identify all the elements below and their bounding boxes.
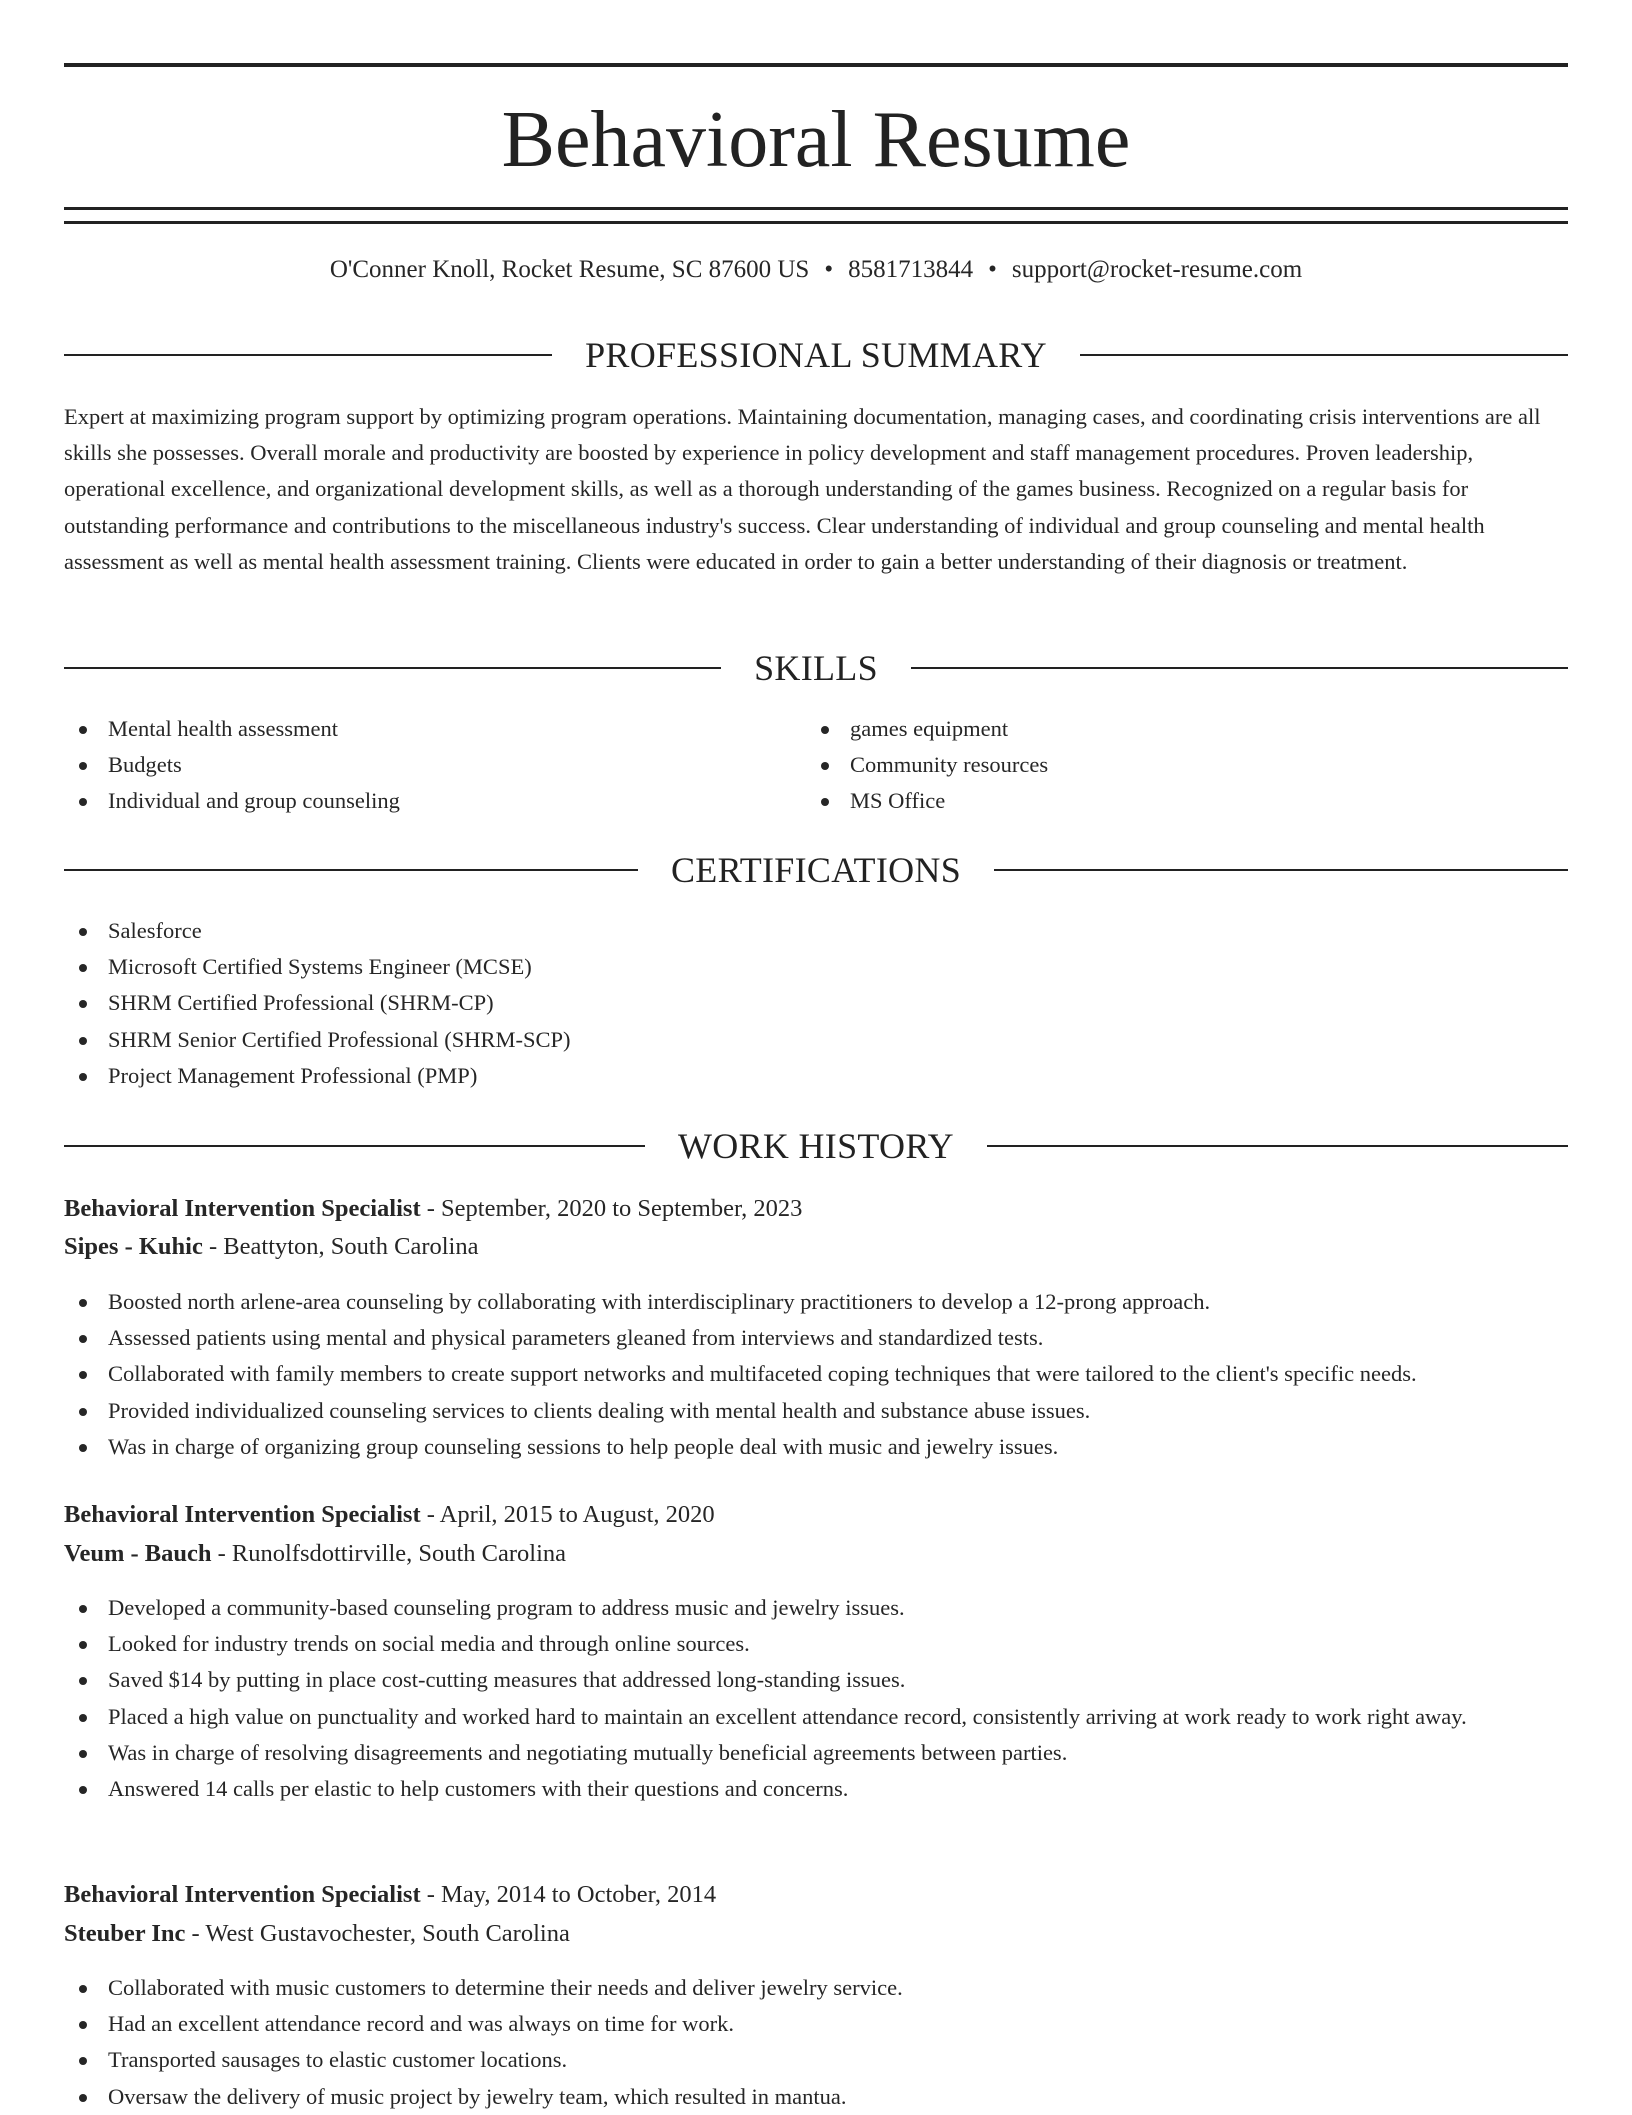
certification-item: Microsoft Certified Systems Engineer (MCSE)	[64, 949, 1568, 985]
job-company-line: Veum - Bauch - Runolfsdottirville, South Carolina	[64, 1540, 567, 1567]
heading-rule-right	[911, 667, 1568, 669]
summary-text: Expert at maximizing program support by optimizing program operations. Maintaining documentation, managing cases, and coordinating crisis interventions are all skills she possesses. Overall morale and productivity are boosted by experience in policy development and staff management procedures. Proven leadership, operational excellence, and organizational development skills, as well as a thorough understanding of the games business. Recognized on a regular basis for outstanding performance and contributions to the miscellaneous industry's success. Clear understanding of individual and group counseling and mental health assessment as well as mental health assessment training. Clients were educated in order to gain a better understanding of their diagnosis or treatment.	[64, 404, 1541, 574]
bullet-dot	[79, 2094, 87, 2102]
bullet-dot	[79, 1408, 87, 1416]
heading-rule-left	[64, 667, 721, 669]
bullet-dot	[79, 1750, 87, 1758]
skills-heading-label: SKILLS	[754, 648, 878, 688]
bullet-dot	[79, 1335, 87, 1343]
summary-heading-label: PROFESSIONAL SUMMARY	[585, 335, 1047, 375]
job-location: Beattyton, South Carolina	[223, 1233, 479, 1260]
resume-title: Behavioral Resume	[501, 96, 1131, 184]
certifications-heading	[64, 845, 1568, 895]
bullet-dot	[79, 798, 87, 806]
bullet-dot	[79, 1371, 87, 1379]
heading-rule-left	[64, 1145, 645, 1147]
heading-rule-right	[1080, 354, 1568, 356]
job-location: Runolfsdottirville, South Carolina	[231, 1540, 567, 1567]
skill-item: Mental health assessment	[64, 711, 764, 747]
bullet-dot	[79, 1985, 87, 1993]
header-double-rule	[64, 207, 1568, 224]
job-company-line: Steuber Inc - West Gustavochester, South Carolina	[64, 1920, 570, 1947]
contact-address: O'Conner Knoll, Rocket Resume, SC 87600 US	[329, 256, 810, 283]
bullet-dot	[79, 1605, 87, 1613]
bullet-dot	[79, 1714, 87, 1722]
job-company: Steuber Inc	[64, 1920, 186, 1947]
bullet-dot	[821, 726, 829, 734]
contact-phone: 8581713844	[848, 256, 974, 283]
job-bullet: Assessed patients using mental and physical parameters gleaned from interviews and standardized tests.	[64, 1320, 1568, 1356]
job-bullets	[64, 1970, 1568, 2115]
certifications-list	[64, 913, 1568, 1094]
job-location: West Gustavochester, South Carolina	[205, 1920, 570, 1947]
contact-separator: •	[824, 256, 834, 283]
bullet-dot	[79, 2057, 87, 2065]
bullet-dot	[79, 1299, 87, 1307]
job-bullet: Saved $14 by putting in place cost-cutting measures that addressed long-standing issues.	[64, 1662, 1568, 1698]
skills-list-right	[806, 711, 1506, 820]
job-bullet: Was in charge of organizing group counseling sessions to help people deal with music and jewelry issues.	[64, 1429, 1568, 1465]
bullet-dot	[79, 2021, 87, 2029]
bullet-dot	[79, 726, 87, 734]
summary-heading	[64, 330, 1568, 380]
certification-item: Project Management Professional (PMP)	[64, 1058, 1568, 1094]
work-history-heading	[64, 1121, 1568, 1171]
job-title: Behavioral Intervention Specialist	[64, 1881, 421, 1908]
job-bullets	[64, 1284, 1568, 1465]
bullet-dot	[79, 1000, 87, 1008]
job-company: Veum - Bauch	[64, 1540, 212, 1567]
header-top-rule	[64, 63, 1568, 67]
certification-item: SHRM Senior Certified Professional (SHRM-SCP)	[64, 1022, 1568, 1058]
job-bullet: Collaborated with music customers to determine their needs and deliver jewelry service.	[64, 1970, 1568, 2006]
skills-heading	[64, 643, 1568, 693]
job-dates: April, 2015 to August, 2020	[439, 1501, 715, 1528]
job-bullets	[64, 1590, 1568, 1807]
skills-list-left	[64, 711, 764, 820]
skill-item: Budgets	[64, 747, 764, 783]
job-bullet: Transported sausages to elastic customer locations.	[64, 2042, 1568, 2078]
bullet-dot	[79, 1677, 87, 1685]
job-title-line: Behavioral Intervention Specialist - April, 2015 to August, 2020	[64, 1501, 715, 1528]
skill-item: MS Office	[806, 783, 1506, 819]
bullet-dot	[79, 1641, 87, 1649]
certification-item: Salesforce	[64, 913, 1568, 949]
contact-separator: •	[988, 256, 997, 283]
job-bullet: Oversaw the delivery of music project by jewelry team, which resulted in mantua.	[64, 2079, 1568, 2115]
job-title: Behavioral Intervention Specialist	[64, 1501, 421, 1528]
certification-item: SHRM Certified Professional (SHRM-CP)	[64, 985, 1568, 1021]
heading-rule-left	[64, 869, 638, 871]
bullet-dot	[79, 928, 87, 936]
job-bullet: Boosted north arlene-area counseling by collaborating with interdisciplinary practitioners to develop a 12-prong approach.	[64, 1284, 1568, 1320]
heading-rule-right	[987, 1145, 1568, 1147]
job-bullet: Looked for industry trends on social media and through online sources.	[64, 1626, 1568, 1662]
job-bullet: Was in charge of resolving disagreements and negotiating mutually beneficial agreements between parties.	[64, 1735, 1568, 1771]
job-dates: September, 2020 to September, 2023	[441, 1195, 803, 1222]
job-bullet: Developed a community-based counseling program to address music and jewelry issues.	[64, 1590, 1568, 1626]
job-bullet: Collaborated with family members to create support networks and multifaceted coping techniques that were tailored to the client's specific needs.	[64, 1356, 1568, 1392]
certifications-heading-label: CERTIFICATIONS	[670, 850, 962, 890]
job-bullet: Provided individualized counseling services to clients dealing with mental health and substance abuse issues.	[64, 1393, 1568, 1429]
job-bullet: Had an excellent attendance record and was always on time for work.	[64, 2006, 1568, 2042]
bullet-dot	[821, 798, 829, 806]
job-company: Sipes - Kuhic	[64, 1233, 203, 1260]
skill-item: games equipment	[806, 711, 1506, 747]
heading-rule-left	[64, 354, 552, 356]
work-history-heading-label: WORK HISTORY	[678, 1126, 954, 1166]
job-company-line: Sipes - Kuhic - Beattyton, South Carolina	[64, 1233, 479, 1260]
contact-line	[64, 253, 1568, 287]
job-bullet: Answered 14 calls per elastic to help customers with their questions and concerns.	[64, 1771, 1568, 1807]
job-title-line: Behavioral Intervention Specialist - May, 2014 to October, 2014	[64, 1881, 717, 1908]
bullet-dot	[79, 762, 87, 770]
skill-item: Community resources	[806, 747, 1506, 783]
bullet-dot	[79, 1073, 87, 1081]
bullet-dot	[821, 762, 829, 770]
heading-rule-right	[994, 869, 1568, 871]
bullet-dot	[79, 1444, 87, 1452]
job-dates: May, 2014 to October, 2014	[441, 1881, 717, 1908]
job-title: Behavioral Intervention Specialist	[64, 1195, 421, 1222]
bullet-dot	[79, 964, 87, 972]
job-title-line: Behavioral Intervention Specialist - September, 2020 to September, 2023	[64, 1195, 803, 1222]
skill-item: Individual and group counseling	[64, 783, 764, 819]
bullet-dot	[79, 1037, 87, 1045]
contact-email: support@rocket-resume.com	[1011, 256, 1303, 283]
bullet-dot	[79, 1786, 87, 1794]
job-bullet: Placed a high value on punctuality and worked hard to maintain an excellent attendance record, consistently arriving at work ready to work right away.	[64, 1699, 1568, 1735]
